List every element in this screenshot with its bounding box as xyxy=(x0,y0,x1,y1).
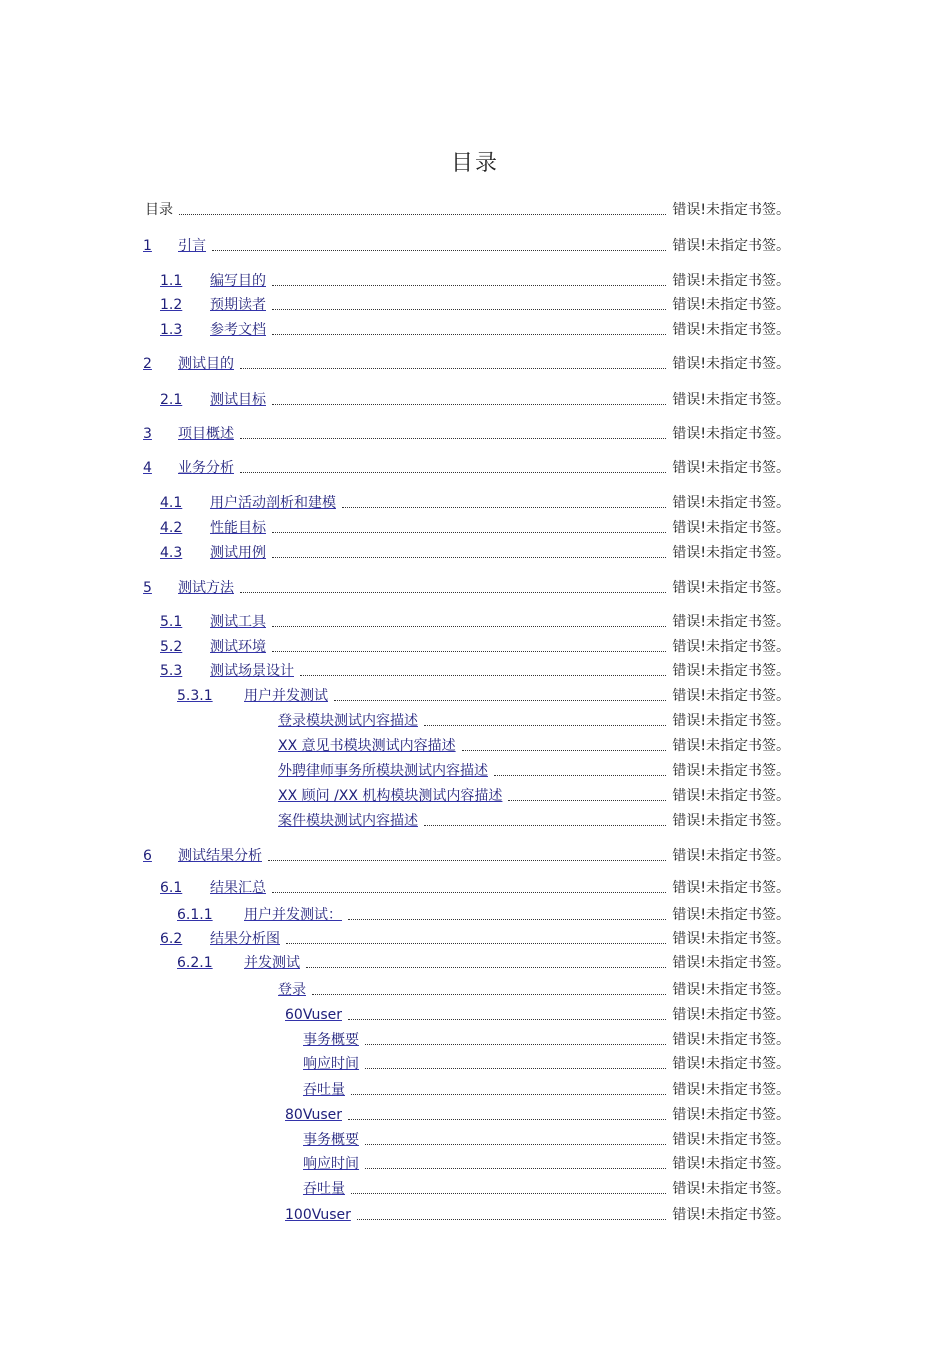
toc-entry-label: 测试结果分析 xyxy=(178,848,262,864)
toc-entry[interactable] xyxy=(303,1028,790,1048)
toc-entry-page-ref: 错误!未指定书签。 xyxy=(672,1082,790,1098)
toc-entry-label: 事务概要 xyxy=(303,1032,359,1048)
toc-entry-number: 2.1 xyxy=(160,392,183,408)
toc-entry-label: 测试目标 xyxy=(210,392,266,408)
toc-dot-leader xyxy=(365,1143,666,1145)
toc-entry-page-ref: 错误!未指定书签。 xyxy=(672,1107,790,1123)
toc-entry[interactable] xyxy=(160,293,790,313)
toc-entry-label: 外聘律师事务所模块测试内容描述 xyxy=(278,763,488,779)
toc-dot-leader xyxy=(272,308,666,310)
toc-entry-label: 并发测试 xyxy=(244,955,300,971)
toc-entry-label: 参考文档 xyxy=(210,322,266,338)
toc-entry-label: 业务分析 xyxy=(178,460,234,476)
toc-entry-label: 响应时间 xyxy=(303,1156,359,1172)
toc-entry-number: 1.3 xyxy=(160,322,183,338)
toc-entry[interactable] xyxy=(278,759,790,779)
toc-entry-page-ref: 错误!未指定书签。 xyxy=(672,955,790,971)
toc-dot-leader xyxy=(365,1067,666,1069)
toc-entry-page-ref: 错误!未指定书签。 xyxy=(672,848,790,864)
toc-dot-leader xyxy=(348,1018,666,1020)
toc-entry[interactable] xyxy=(278,978,790,998)
toc-entry[interactable] xyxy=(160,927,790,947)
toc-entry-page-ref: 错误!未指定书签。 xyxy=(672,931,790,947)
toc-entry[interactable] xyxy=(160,610,790,630)
toc-entry[interactable] xyxy=(160,491,790,511)
toc-entry-page-ref: 错误!未指定书签。 xyxy=(672,1181,790,1197)
toc-entry-page-ref: 错误!未指定书签。 xyxy=(672,1032,790,1048)
toc-entry-label: 结果汇总 xyxy=(210,880,266,896)
toc-entry[interactable] xyxy=(285,1003,790,1023)
toc-dot-leader xyxy=(424,824,666,826)
toc-entry-page-ref: 错误!未指定书签。 xyxy=(672,356,790,372)
toc-entry-page-ref: 错误!未指定书签。 xyxy=(672,392,790,408)
toc-dot-leader xyxy=(268,859,666,861)
toc-entry-page-ref: 错误!未指定书签。 xyxy=(672,580,790,596)
toc-dot-leader xyxy=(286,942,666,944)
toc-entry-page-ref: 错误!未指定书签。 xyxy=(672,1007,790,1023)
toc-dot-leader xyxy=(240,591,666,593)
toc-entry[interactable] xyxy=(285,1103,790,1123)
toc-entry-page-ref: 错误!未指定书签。 xyxy=(672,1132,790,1148)
toc-dot-leader xyxy=(272,650,666,652)
toc-entry[interactable] xyxy=(278,709,790,729)
toc-entry-label: 吞吐量 xyxy=(303,1181,345,1197)
toc-dot-leader xyxy=(348,1118,666,1120)
toc-entry[interactable] xyxy=(177,951,790,971)
toc-entry-label: 测试目的 xyxy=(178,356,234,372)
toc-entry-number: 4 xyxy=(143,460,152,476)
toc-entry-page-ref: 错误!未指定书签。 xyxy=(672,322,790,338)
page-title: 目录 xyxy=(450,151,499,176)
toc-entry-page-ref: 错误!未指定书签。 xyxy=(672,738,790,754)
toc-entry-number: 5.3 xyxy=(160,663,183,679)
toc-dot-leader xyxy=(365,1043,666,1045)
toc-entry-label: 测试场景设计 xyxy=(210,663,294,679)
toc-entry[interactable] xyxy=(177,684,790,704)
toc-dot-leader xyxy=(494,774,666,776)
toc-entry-number: 5 xyxy=(143,580,152,596)
toc-entry-label: 100Vuser xyxy=(285,1207,351,1223)
toc-dot-leader xyxy=(462,749,667,751)
toc-entry-page-ref: 错误!未指定书签。 xyxy=(672,813,790,829)
toc-entry-page-ref: 错误!未指定书签。 xyxy=(672,426,790,442)
toc-entry-number: 5.3.1 xyxy=(177,688,213,704)
toc-entry[interactable] xyxy=(143,844,790,864)
toc-entry[interactable] xyxy=(303,1078,790,1098)
toc-dot-leader xyxy=(240,471,666,473)
toc-dot-leader xyxy=(212,249,666,251)
toc-entry-page-ref: 错误!未指定书签。 xyxy=(672,614,790,630)
toc-entry-label: 80Vuser xyxy=(285,1107,342,1123)
toc-entry[interactable] xyxy=(160,516,790,536)
toc-dot-leader xyxy=(351,1192,666,1194)
toc-entry-number: 5.2 xyxy=(160,639,183,655)
toc-entry-label: 60Vuser xyxy=(285,1007,342,1023)
toc-entry-number: 6.1.1 xyxy=(177,907,213,923)
toc-entry[interactable] xyxy=(160,318,790,338)
toc-entry[interactable] xyxy=(278,809,790,829)
toc-entry[interactable] xyxy=(160,635,790,655)
toc-dot-leader xyxy=(272,284,666,286)
toc-dot-leader xyxy=(342,506,666,508)
toc-dot-leader xyxy=(272,556,666,558)
toc-dot-leader xyxy=(272,891,666,893)
toc-dot-leader xyxy=(240,367,666,369)
toc-entry[interactable] xyxy=(303,1152,790,1172)
toc-entry-number: 6.2.1 xyxy=(177,955,213,971)
toc-entry[interactable] xyxy=(303,1052,790,1072)
toc-entry[interactable] xyxy=(160,876,790,896)
toc-entry-number: 6 xyxy=(143,848,152,864)
toc-dot-leader xyxy=(357,1218,666,1220)
toc-dot-leader xyxy=(351,1093,666,1095)
toc-entry-number: 1.1 xyxy=(160,273,183,289)
toc-entry-label: XX 意见书模块测试内容描述 xyxy=(278,738,456,754)
toc-entry-number: 3 xyxy=(143,426,152,442)
toc-entry-number: 4.3 xyxy=(160,545,183,561)
toc-entry-page-ref: 错误!未指定书签。 xyxy=(672,1056,790,1072)
toc-entry-page-ref: 错误!未指定书签。 xyxy=(672,639,790,655)
toc-dot-leader xyxy=(306,966,666,968)
toc-entry-label: 测试用例 xyxy=(210,545,266,561)
toc-entry[interactable] xyxy=(143,234,790,254)
toc-entry-label: 响应时间 xyxy=(303,1056,359,1072)
toc-entry xyxy=(145,198,790,218)
toc-entry[interactable] xyxy=(160,388,790,408)
toc-entry-label: 用户活动剖析和建模 xyxy=(210,495,336,511)
toc-entry-page-ref: 错误!未指定书签。 xyxy=(672,982,790,998)
toc-entry-page-ref: 错误!未指定书签。 xyxy=(672,297,790,313)
toc-entry[interactable] xyxy=(285,1203,790,1223)
toc-entry[interactable] xyxy=(278,784,790,804)
toc-entry-page-ref: 错误!未指定书签。 xyxy=(672,273,790,289)
toc-entry-label: 事务概要 xyxy=(303,1132,359,1148)
toc-dot-leader xyxy=(272,403,666,405)
toc-entry-number: 5.1 xyxy=(160,614,183,630)
toc-entry-page-ref: 错误!未指定书签。 xyxy=(672,688,790,704)
toc-entry-label: 用户并发测试： xyxy=(244,907,342,923)
toc-dot-leader xyxy=(348,918,666,920)
toc-entry[interactable] xyxy=(160,541,790,561)
toc-entry[interactable] xyxy=(177,903,790,923)
toc-entry-label: 登录模块测试内容描述 xyxy=(278,713,418,729)
toc-entry[interactable] xyxy=(303,1128,790,1148)
toc-entry[interactable] xyxy=(143,352,790,372)
toc-dot-leader xyxy=(272,625,666,627)
toc-entry-page-ref: 错误!未指定书签。 xyxy=(672,907,790,923)
toc-entry-label: 编写目的 xyxy=(210,273,266,289)
toc-entry-page-ref: 错误!未指定书签。 xyxy=(672,460,790,476)
toc-entry-page-ref: 错误!未指定书签。 xyxy=(672,1207,790,1223)
toc-entry[interactable] xyxy=(303,1177,790,1197)
toc-dot-leader xyxy=(508,799,666,801)
toc-entry-label: 测试环境 xyxy=(210,639,266,655)
toc-entry[interactable] xyxy=(278,734,790,754)
toc-dot-leader xyxy=(179,213,666,215)
toc-entry-page-ref: 错误!未指定书签。 xyxy=(672,495,790,511)
toc-entry-label: 登录 xyxy=(278,982,306,998)
toc-entry-label: 引言 xyxy=(178,238,206,254)
toc-entry-page-ref: 错误!未指定书签。 xyxy=(672,663,790,679)
toc-dot-leader xyxy=(334,699,666,701)
toc-entry-number: 1.2 xyxy=(160,297,183,313)
toc-dot-leader xyxy=(272,531,666,533)
toc-entry-label: 性能目标 xyxy=(210,520,266,536)
toc-entry[interactable] xyxy=(143,456,790,476)
toc-entry-label: 测试工具 xyxy=(210,614,266,630)
toc-entry-page-ref: 错误!未指定书签。 xyxy=(672,713,790,729)
toc-entry-label: XX 顾问 /XX 机构模块测试内容描述 xyxy=(278,788,503,804)
toc-entry-page-ref: 错误!未指定书签。 xyxy=(672,763,790,779)
toc-entry[interactable] xyxy=(160,659,790,679)
toc-entry-label: 目录 xyxy=(145,202,173,218)
toc-entry-label: 用户并发测试 xyxy=(244,688,328,704)
toc-entry-page-ref: 错误!未指定书签。 xyxy=(672,520,790,536)
toc-dot-leader xyxy=(240,437,666,439)
toc-dot-leader xyxy=(300,674,666,676)
toc-dot-leader xyxy=(312,993,666,995)
toc-dot-leader xyxy=(424,724,666,726)
toc-entry[interactable] xyxy=(160,269,790,289)
toc-entry-number: 6.2 xyxy=(160,931,183,947)
toc-entry-label: 测试方法 xyxy=(178,580,234,596)
toc-entry-number: 4.1 xyxy=(160,495,183,511)
toc-entry-page-ref: 错误!未指定书签。 xyxy=(672,238,790,254)
toc-entry[interactable] xyxy=(143,422,790,442)
toc-entry-label: 吞吐量 xyxy=(303,1082,345,1098)
toc-entry-number: 4.2 xyxy=(160,520,183,536)
toc-entry-page-ref: 错误!未指定书签。 xyxy=(672,1156,790,1172)
toc-entry-page-ref: 错误!未指定书签。 xyxy=(672,788,790,804)
toc-entry-label: 项目概述 xyxy=(178,426,234,442)
toc-entry-number: 6.1 xyxy=(160,880,183,896)
toc-entry-page-ref: 错误!未指定书签。 xyxy=(672,545,790,561)
toc-entry-number: 1 xyxy=(143,238,152,254)
toc-entry-number: 2 xyxy=(143,356,152,372)
toc-entry-label: 预期读者 xyxy=(210,297,266,313)
toc-entry-label: 结果分析图 xyxy=(210,931,280,947)
toc-entry-page-ref: 错误!未指定书签。 xyxy=(672,880,790,896)
toc-dot-leader xyxy=(365,1167,666,1169)
toc-entry[interactable] xyxy=(143,576,790,596)
toc-entry-label: 案件模块测试内容描述 xyxy=(278,813,418,829)
toc-entry-page-ref: 错误!未指定书签。 xyxy=(672,202,790,218)
toc-dot-leader xyxy=(272,333,666,335)
